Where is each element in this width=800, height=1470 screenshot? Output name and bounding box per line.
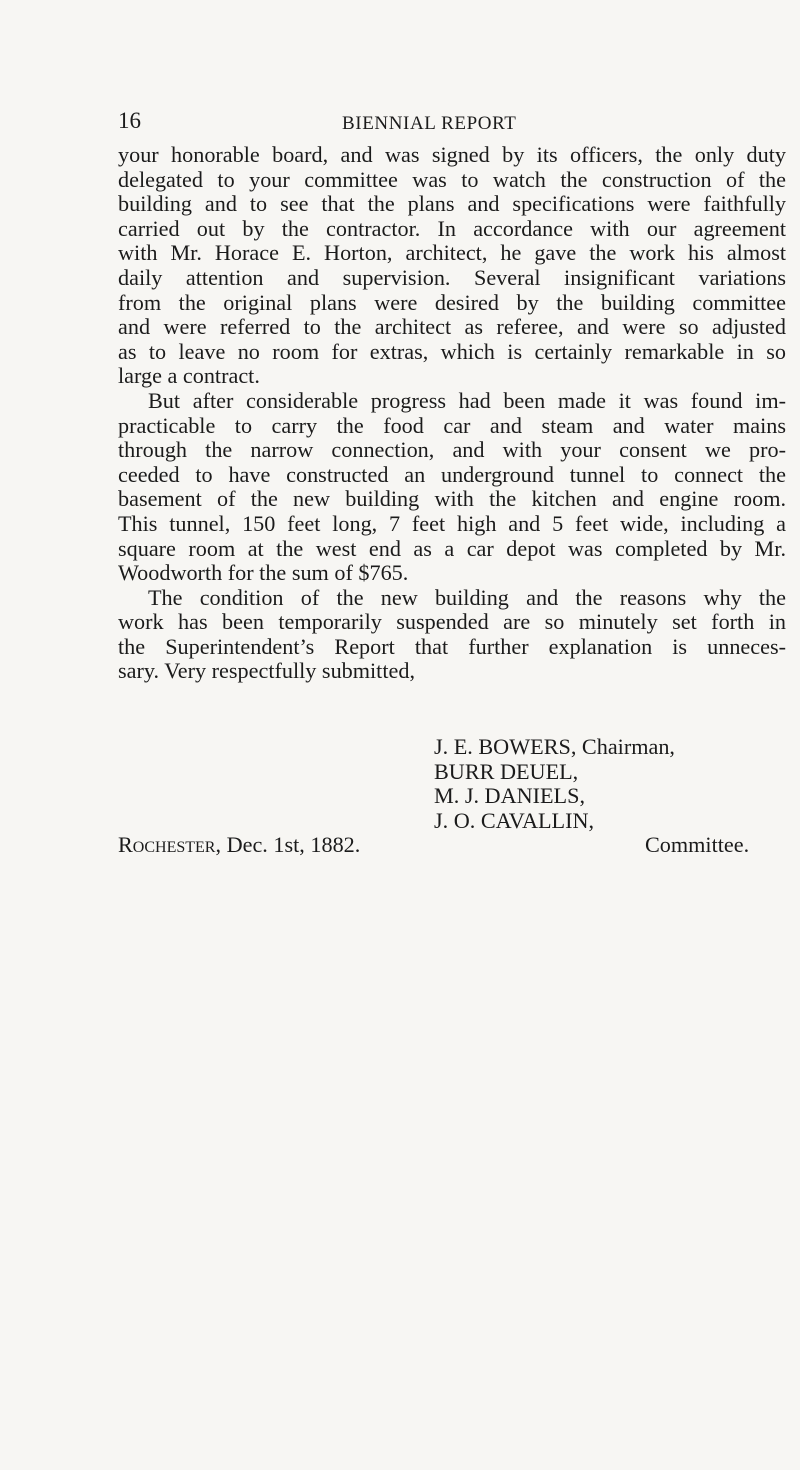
text-line: and were referred to the architect as referee, and were so adjusted	[118, 314, 786, 340]
text-line: delegated to your committee was to watch the construction of the	[118, 166, 786, 192]
text-line: square room at the west end as a car depot was completed by Mr.	[118, 535, 786, 561]
text-line: large a contract.	[118, 363, 260, 389]
place: Rochester,	[118, 832, 222, 857]
page-number: 16	[118, 108, 141, 133]
paragraph-start-line: The condition of the new building and the reasons why the	[148, 584, 786, 610]
date: Dec. 1st, 1882.	[221, 832, 361, 857]
body-text	[118, 143, 786, 684]
text-line: basement of the new building with the kitchen and engine room.	[118, 486, 786, 512]
signer: BURR DEUEL,	[434, 758, 579, 784]
text-line: carried out by the contractor. In accordance with our agreement	[118, 215, 786, 241]
text-line: ceeded to have constructed an underground tunnel to connect the	[118, 461, 786, 487]
running-head: BIENNIAL REPORT	[342, 113, 517, 134]
committee-label: Committee.	[645, 832, 750, 857]
signer-chairman: J. E. BOWERS, Chairman,	[434, 734, 675, 759]
text-line: daily attention and supervision. Several insignificant variations	[118, 264, 786, 290]
text-line: sary. Very respectfully submitted,	[118, 658, 415, 684]
signer: J. O. CAVALLIN,	[434, 807, 595, 833]
text-line: the Superintendent’s Report that further explanation is unneces-	[118, 633, 786, 659]
text-line: from the original plans were desired by the building committee	[118, 289, 786, 315]
text-line: This tunnel, 150 feet long, 7 feet high and 5 feet wide, including a	[118, 510, 786, 536]
text-line: practicable to carry the food car and steam and water mains	[118, 412, 786, 438]
text-line: as to leave no room for extras, which is certainly remarkable in so	[118, 338, 786, 364]
text-line: Woodworth for the sum of $765.	[118, 560, 409, 586]
text-line: with Mr. Horace E. Horton, architect, he gave the work his almost	[118, 240, 786, 266]
signer: M. J. DANIELS,	[434, 783, 586, 809]
place-date-line	[118, 833, 360, 858]
text-line: your honorable board, and was signed by its officers, the only duty	[118, 142, 786, 167]
paragraph-start-line: But after considerable progress had been made it was found im-	[148, 387, 786, 413]
signature-block	[434, 735, 675, 833]
text-line: work has been temporarily suspended are so minutely set forth in	[118, 609, 786, 635]
text-line: through the narrow connection, and with your consent we pro-	[118, 437, 786, 463]
text-line: building and to see that the plans and specifications were faithfully	[118, 191, 786, 217]
